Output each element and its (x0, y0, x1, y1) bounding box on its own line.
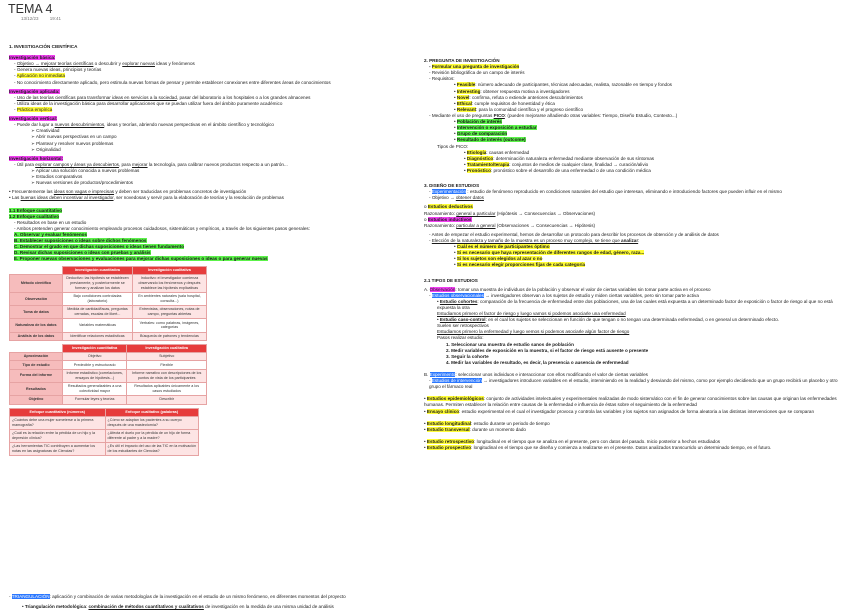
inductivos-line: Razonamiento: particular a general (Observaciones → Consecuencias → Hipótesis) (424, 222, 596, 228)
table-row: Método científico Deductivo: las hipótesis se establecen previamente, y posteriormente se forman y analizan los datos Inductivo: el investigador comienza observando los fenómenos y después establece las hipótesis explicativas (10, 274, 207, 292)
table-header-row (10, 266, 207, 274)
page-time: 19:41 (49, 16, 62, 21)
enfoque-line-2: - Ambos pretenden generar conocimiento empleando procesos cuidadosos, sistemáticos y empíricos, a través de los siguientes pasos generales: (14, 225, 310, 231)
aplicada-line-1: - Uso de las teorías científicas para transformar ideas en servicios a la sociedad, pasar del laboratorio a los hospitales o a los grandes almacenes (14, 94, 311, 100)
vertical-heading: Investigación vertical: (9, 116, 58, 122)
aplicada-line-2: - Utiliza ideas de la investigación básica para desarrollar aplicaciones que se puedan utilizar fuera del ámbito puramente académico (14, 100, 283, 106)
pico-c: • Grupo de comparación (454, 131, 508, 137)
ensayo-clinico-line: • Ensayo clínico: estudio experimental en el cual el investigador provoca y controla las variables y los sujetos son asignados de forma aleatoria a las distintas intervenciones que se comparan (424, 408, 814, 414)
pico-p: • Población de interés (454, 119, 502, 125)
req-novel: • Novel: confirma, refuta o extiende anteriores descubrimientos (454, 94, 583, 100)
paso-1: 1. Seleccionar una muestra de estudio sanos de población (446, 341, 574, 347)
deductivos-heading: o Estudios deductivos (424, 204, 473, 210)
basica-line-1: - Objetivo → mejorar teorías científicas o descubrir y explorar nuevas ideas y fenómenos (14, 61, 195, 67)
experimento-line: B. Experimento: seleccionar unos individuos e interaccionar con ellos modificando el valor de ciertas variables (424, 372, 648, 378)
page-title: TEMA 4 (8, 2, 53, 16)
table-row: Tipo de estudio Predecible y estructurado Flexible (10, 361, 207, 369)
table-row: Toma de datos Medida de cantidad/facas, preguntas cerradas, escalas de likert... Entrevistas, observaciones, notas de campo, preguntas abiertas (10, 306, 207, 319)
examples-table (9, 408, 199, 457)
muestra-2: • Si es necesario que haya representación de diferentes rangos de edad, género, raza... (454, 250, 645, 256)
aplicada-line-3: - Práctica empírica (14, 106, 53, 112)
observacion-line: A. Observación: tomar una muestra de individuos de la población y observar el valor de ciertas variables sin tomar parte activa en el proceso (424, 286, 711, 292)
table-row: Resultados Resultados generalizables a una colectividad mayor Resultados aplicables únicamente a los casos estudiados (10, 383, 207, 396)
tipo-etiologia: • Etiología: causas enfermedad (464, 149, 530, 155)
caso-control-note-2: Estudiamos primero la enfermedad y luego vemos si podemos asociarle algún factor de riesgo (437, 329, 630, 335)
vertical-line-5: ➢ Originalidad (31, 146, 61, 152)
table-header-cell: Enfoque cualitativo (palabras) (105, 408, 198, 416)
tipo-tratamiento: • Tratamiento/terapia: conjuntos de medios de cualquier clase, finalidad → curación/alivio (464, 161, 649, 167)
prospectivo-line: • Estudio prospectivo: longitudinal en el tiempo que se diseña y comienza a realizarse en el presente. Datos analizados transcurrido un determinado tiempo, en el futuro. (424, 445, 772, 451)
comparison-table-1 (9, 266, 207, 341)
cohortes-note: Estudiamos primero el factor de riesgo y luego vamos si podemos asociarle una enfermedad (437, 311, 626, 317)
comparison-table-2 (9, 344, 207, 405)
tipo-diagnostico: • Diagnóstico: determinación naturaleza enfermedad mediante observación de sus síntomas (464, 155, 655, 161)
enfoque-cualitativo-heading: 1.2 Enfoque cualitativo (9, 213, 60, 219)
aplicada-heading: Investigación aplicada: (9, 88, 60, 94)
pico-line: - Mediante el uso de preguntas PICO: (pueden mejorarse añadiendo otras variables: Tiempo, Diseño Estudio, Contexto...) (429, 112, 678, 118)
horizontal-line-3: ➢ Estudios comparativos (31, 174, 83, 180)
table-row: Objetivo Formular leyes y teorías Describir (10, 396, 207, 404)
section-2-title: 2. PREGUNTA DE INVESTIGACIÓN (424, 58, 500, 63)
table-row: ¿Las herramientas TIC contribuyen a aumentar los notas en las asignaturas de Ciencias? ¿Es útil el impacto del uso de las TIC en la motivación de los estudiantes de Ciencias? (10, 443, 199, 456)
horizontal-heading: Investigación horizontal: (9, 155, 64, 161)
basica-line-2: - Genera nuevas ideas, principios y teorías (14, 67, 102, 73)
page-meta (21, 16, 71, 21)
basica-line-4: - No conocimiento directamente aplicado, pero estimula nuevas formas de pensar y permite establecer conexiones entre diferentes áreas de conocimientos (14, 79, 331, 85)
req-interesting: • Interesting: obtener respuesta motiva a investigadores (454, 88, 570, 94)
triangulacion-line-1: - TRIANGULACIÓN: aplicación y combinación de varias metodologías de la investigación en el estudio de un mismo fenómeno, en diferentes momentos del proyecto (9, 593, 346, 599)
paso-4: 4. Medir las variables de resultado, es decir, la presencia o ausencia de enfermedad (446, 359, 629, 365)
caso-control-note-1: Suelen ser retrospectivos (437, 323, 489, 329)
muestra-3: • Si los sujetos son elegidos al azar o no (454, 256, 543, 262)
step-d: D. Revisar dichas suposiciones o ideas con pruebas y análisis (14, 250, 151, 256)
step-a: A. Observar y evaluar fenómenos (14, 231, 88, 237)
req-relevant: • Relevant: para la comunidad científica y el progreso científico (454, 106, 584, 112)
table-row: Forma del informe Informe estadístico (correlaciones, ensayos de hipótesis...) Informe narrativo con descripciones de los puntos de vista de los participantes (10, 369, 207, 382)
caso-control-line: • Estudio caso-control: en el cual los sujetos se seleccionan en función de que tengan o no tengan una determinada enfermedad, o en general un determinado efecto. (437, 317, 780, 323)
section-3-title: 3. DISEÑO DE ESTUDIOS (424, 183, 480, 189)
deductivos-line: Razonamiento: general a particular (Hipótesis → Consecuencias → Observaciones) (424, 210, 596, 216)
tipo-pronostico: • Pronóstico: pronóstico sobre el desarrollo de una enfermedad o de una condición médica (464, 167, 651, 173)
basica-heading: Investigación básica: (9, 55, 56, 61)
pregunta-line-2: - Revisión bibliográfica de un campo de interés (429, 70, 525, 76)
pasos-heading: Pasos realizar estudio: (437, 335, 484, 341)
right-column (424, 58, 842, 451)
left-column (9, 44, 417, 456)
table-row: Observación Bajo condiciones controladas (laboratorio) En ambientes naturales (sala hospital, consulta...) (10, 292, 207, 305)
page-header (8, 2, 71, 21)
pregunta-line-3: - Requisitos: (429, 76, 455, 82)
triangulacion-line-2: • Triangulación metodológica: combinación de métodos cuantitativos y cualitativos de investigación en la medida de una misma unidad de análisis (22, 604, 334, 610)
experimentacion-line: - Experimentación : estudio de fenómeno reproducido en condiciones naturales del estudio que interesan, eliminando e introduciendo factores que pueden influir en el mismo (429, 189, 782, 195)
inductivos-heading: o Estudios inductivos (424, 216, 472, 222)
req-ethical: • Ethical: cumple requisitos de honestidad y ética (454, 100, 555, 106)
table-header-cell: Investigación cualitativa (132, 266, 206, 274)
horizontal-line-4: ➢ Nuevas versiones de productos/procedimientos (31, 180, 133, 186)
enfoque-cuantitativo-heading: 1.1 Enfoque cuantitativo (9, 207, 63, 213)
tipos-pico: Tipos de PICO: (437, 143, 469, 149)
vertical-line-4: ➢ Plantear y resolver nuevos problemas (31, 140, 114, 146)
table-header-cell: Investigación cuantitativa (63, 266, 133, 274)
table-header-cell: Enfoque cuantitativo (números) (10, 408, 106, 416)
table-row: ¿Cuántos debe una mujer someterse a la primera mamografía? ¿Cómo se adaptan los pacientes a su cuerpo después de una mastectomía? (10, 416, 199, 429)
table-header-cell: Investigación cualitativa (127, 344, 207, 352)
vertical-line-1: - Puede dar lugar a nuevos descubrimientos, ideas y teorías, abriendo nuevas perspectivas en el ámbito científico y tecnológico (14, 122, 274, 128)
step-c: C. Demostrar el grado en que dichas suposiciones o ideas tienen fundamento (14, 244, 185, 250)
observacionales-line: - Estudios observacionales → investigadores observan a los sujetos de estudio y miden ciertas variables, pero sin tomar parte activa (429, 292, 699, 298)
step-b: B. Establecer suposiciones o ideas sobre dichos fenómenos (14, 238, 147, 244)
triangulacion-footer (9, 589, 429, 615)
cohortes-line: • Estudio cohortes: comparación de la frecuencia de enfermedad entre dos poblaciones, una de las cuales está expuesta a un determinado factor de exposición o factor de riesgo al que no está expuesta la otra (437, 298, 833, 310)
section-2-1-title: 2.1 TIPOS DE ESTUDIOS (424, 277, 478, 283)
table-header-row (10, 408, 199, 416)
step-e: E. Proponer nuevas observaciones y evaluaciones para mejorar dichas suposiciones o ideas o para generar nuevas (14, 256, 268, 262)
retrospectivo-line: • Estudio retrospectivo: longitudinal en el tiempo que se analiza en el presente, pero con datos del pasado. Inicio posterior a hechos estudiados (424, 438, 721, 444)
table-header-cell: Investigación cuantitativa (63, 344, 127, 352)
pico-i: • Intervención o exposición a estudiar (454, 125, 537, 131)
paso-3: 3. Seguir la cohorte (446, 353, 489, 359)
table-row: Naturaleza de los datos Variables matemáticas Verbales: como palabras, imágenes, categorías (10, 319, 207, 332)
section-1-title: 1. INVESTIGACIÓN CIENTÍFICA (9, 44, 78, 49)
muestra-1: • Cuál es el número de participantes óptimo (454, 244, 550, 250)
table-header-row (10, 344, 207, 352)
epidemiologicos-line: • Estudios epidemiológicos: conjunto de actividades intelectuales y experimentales realizadas de modo sistemático con el fin de generar conocimientos sobre las causas que originan las enfermedades humanas. Permiten establecer la relación entre causas de la enfermedad e influencia de éstas sobre el seguimiento de la enfermedad (424, 396, 837, 408)
table-row: Análisis de los datos Identificar relaciones estadísticas Búsqueda de patrones y tendencias (10, 332, 207, 340)
pico-o: • Resultado de interés (outcome) (454, 137, 526, 143)
basica-line-3: - Aplicación no inmediata (14, 73, 66, 79)
intervencion-line: - Estudios de intervención → investigadores introducen variables en el estudio, interviniendo en la realidad y desviando del mismo, como por ejemplo decidiendo que un grupo recibirá un placebo y otro grupo el fármaco real (429, 378, 838, 390)
table-row: ¿Cuál es la relación entre la pérdida de un hijo y la depresión clínica? ¿Afecta el duelo por la pérdida de un hijo de forma diferente al padre y a la madre? (10, 430, 199, 443)
horizontal-line-2: ➢ Aplicar una solución conocida a nuevos problemas (31, 167, 140, 173)
page-date: 13/12/23 (21, 16, 39, 21)
req-feasible: • Feasible: número adecuado de participantes, técnicas adecuadas, realista, razonable en tiempo y fondos (454, 82, 672, 88)
enfoque-line-1: - Resultados en base en un estudio (14, 219, 87, 225)
vertical-line-2: ➢ Creatividad (31, 128, 60, 134)
transversal-line: • Estudio transversal: durante un momento dado (424, 426, 526, 432)
objetivo-line: - Objetivo → obtener datos (429, 195, 484, 201)
antes-line: - Antes de empezar el estudio experimental, hemos de desarrollar un protocolo para describir los procesos de obtención y de análisis de datos (429, 231, 719, 237)
eleccion-line: - Elección de la naturaleza y tamaño de la muestra es un proceso muy complejo, se tiene que analizar: (429, 237, 640, 243)
paso-2: 2. Medir variables de exposición en la muestra, si el factor de riesgo está ausente o presente (446, 347, 649, 353)
bullet-ideas-vagas: • Frecuentemente las ideas son vagas e imprecisas y deben ser traducidas en problemas concretos de investigación (9, 189, 247, 195)
vertical-line-3: ➢ Abrir nuevas perspectivas en un campo (31, 134, 117, 140)
muestra-4: • Si es necesario elegir proporciones fijas de cada categoría (454, 262, 586, 268)
pregunta-line-1: - Formular una pregunta de investigación (429, 64, 520, 70)
table-row: Aproximación Objetivo Subjetivo (10, 353, 207, 361)
longitudinal-line: • Estudio longitudinal: estudio durante un periodo de tiempo (424, 420, 550, 426)
bullet-buenas-ideas: • Las buenas ideas deben incentivar al investigador, ser novedosas y servir para la elaboración de teorías y la resolución de problemas (9, 195, 284, 201)
horizontal-line-1: - Útil para explorar campos y áreas ya descubiertos, para mejorar la tecnología, para calibrar nuevos productos respecto a un patrón... (14, 161, 288, 167)
